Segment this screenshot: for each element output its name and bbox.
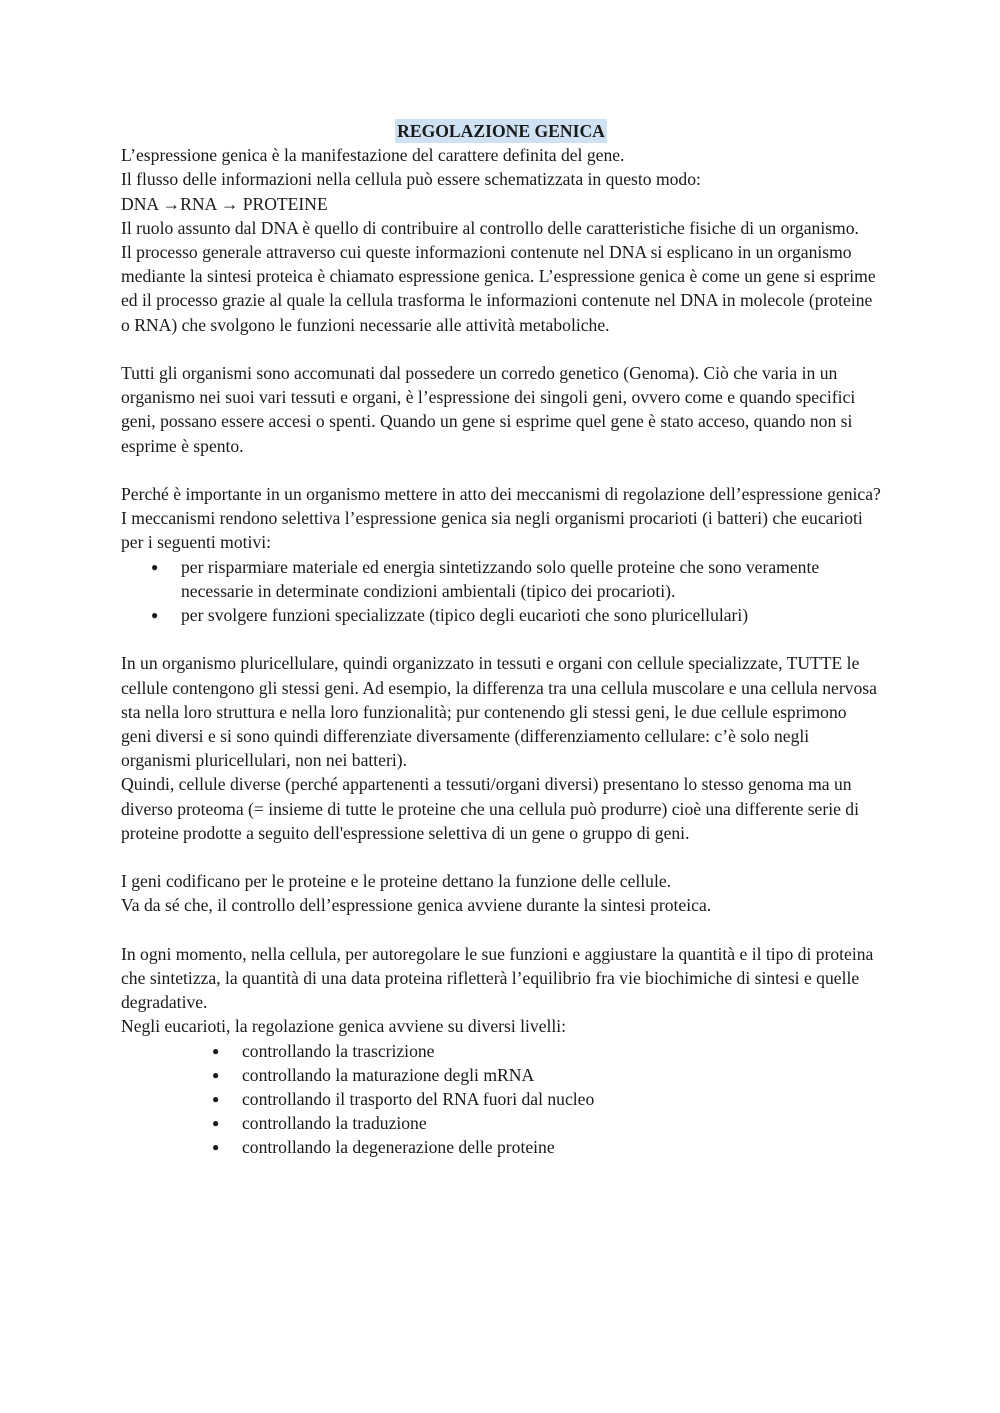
why-question: Perché è importante in un organismo mettere in atto dei meccanismi di regolazione dell’espressione genica? — [121, 484, 881, 504]
regulation-paragraph: In ogni momento, nella cellula, per autoregolare le sue funzioni e aggiustare la quantità e il tipo di proteina che sintetizza, la quantità di una data proteina rifletterà l’equilibrio fra vie biochimiche di sintesi e quelle degradative. — [121, 943, 874, 1013]
list-item: ● controllando il trasporto del RNA fuori dal nucleo — [121, 1087, 881, 1111]
reasons-list — [121, 555, 881, 628]
genes-proteins-line: Va da sé che, il controllo dell’espressione genica avviene durante la sintesi proteica. — [121, 895, 712, 916]
levels-intro: Negli eucarioti, la regolazione genica avviene su diversi livelli: — [121, 1016, 567, 1037]
title-wrapper — [121, 119, 881, 143]
list-item: ● per risparmiare materiale ed energia sintetizzando solo quelle proteine che sono veramente necessarie in determinate condizioni ambientali (tipico dei procarioti). — [121, 555, 881, 603]
proteome-paragraph: Quindi, cellule diverse (perché appartenenti a tessuti/organi diversi) presentano lo stesso genoma ma un diverso proteoma (= insieme di tutte le proteine che una cellula può produrre) cioè una differente serie di proteine prodotte a seguito dell'espressione selettiva di un gene o gruppo di geni. — [121, 774, 859, 843]
paragraph-gap — [121, 458, 881, 482]
intro-paragraph: Il processo generale attraverso cui queste informazioni contenute nel DNA si esplicano in un organismo mediante la sintesi proteica è chiamato espressione genica. L’espressione genica è come un gene si esprime ed il processo grazie al quale la cellula trasforma le informazioni contenute nel DNA in molecole (proteine o RNA) che svolgono le funzioni necessarie alle attività metaboliche. — [121, 242, 876, 335]
list-item: ● controllando la degenerazione delle proteine — [121, 1135, 881, 1159]
intro-paragraph: Il ruolo assunto dal DNA è quello di contribuire al controllo delle caratteristiche fisiche di un organismo. — [121, 217, 859, 238]
intro-paragraph: Il flusso delle informazioni nella cellula può essere schematizzata in questo modo: — [121, 169, 701, 190]
paragraph-gap — [121, 918, 881, 942]
genes-proteins-line: I geni codificano per le proteine e le proteine dettano la funzione delle cellule. — [121, 871, 672, 892]
levels-list — [121, 1039, 881, 1160]
list-item: ● per svolgere funzioni specializzate (tipico degli eucarioti che sono pluricellulari) — [121, 603, 881, 627]
why-answer: I meccanismi rendono selettiva l’espressione genica sia negli organismi procarioti (i batteri) che eucarioti per i seguenti motivi: — [121, 508, 863, 553]
document-page — [121, 119, 881, 1160]
paragraph-gap — [121, 845, 881, 869]
paragraph-gap — [121, 337, 881, 361]
genome-paragraph: Tutti gli organismi sono accomunati dal possedere un corredo genetico (Genoma). Ciò che varia in un organismo nei suoi vari tessuti e organi, è l’espressione dei singoli geni, ovvero come e quando specifici geni, possano essere accesi o spenti. Quando un gene si esprime quel gene è stato acceso, quando non si esprime è spento. — [121, 363, 856, 456]
intro-paragraph: L’espressione genica è la manifestazione del carattere definita del gene. — [121, 145, 625, 166]
multicellular-paragraph: In un organismo pluricellulare, quindi organizzato in tessuti e organi con cellule specializzate, TUTTE le cellule contengono gli stessi geni. Ad esempio, la differenza tra una cellula muscolare e una cellula nervosa sta nella loro struttura e nella loro funzionalità; pur contenendo gli stessi geni, le due cellule esprimono geni diversi e si sono quindi differenziate diversamente (differenziamento cellulare: c’è solo negli organismi pluricellulari, non nei batteri). — [121, 653, 877, 771]
list-item: ● controllando la trascrizione — [121, 1039, 881, 1063]
intro-paragraph: DNA →RNA → PROTEINE — [121, 193, 328, 214]
document-title: REGOLAZIONE GENICA — [395, 119, 607, 143]
paragraph-gap — [121, 627, 881, 651]
list-item: ● controllando la maturazione degli mRNA — [121, 1063, 881, 1087]
list-item: ● controllando la traduzione — [121, 1111, 881, 1135]
